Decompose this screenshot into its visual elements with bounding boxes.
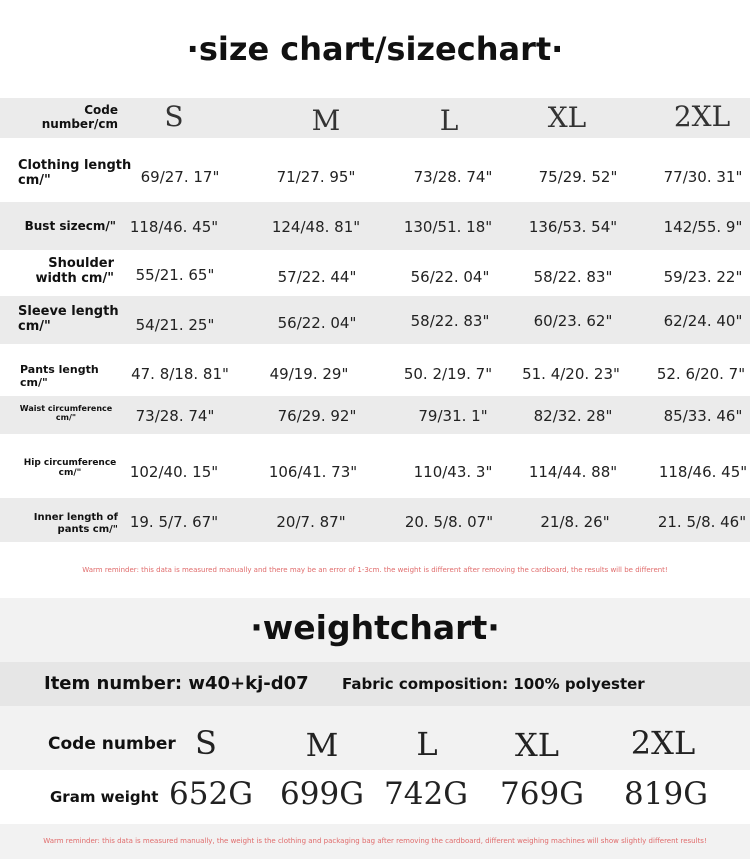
table-cell: 69/27. 17" — [140, 168, 220, 186]
row-label-bust: Bust sizecm/" — [24, 219, 116, 233]
weight-size-m: M — [305, 726, 339, 764]
gram-weight-row-label: Gram weight — [50, 788, 159, 806]
gram-weight-m: 699G — [280, 776, 364, 812]
code-number-row-label: Code number — [48, 734, 176, 754]
table-cell: 77/30. 31" — [663, 168, 743, 186]
table-cell: 73/28. 74" — [413, 168, 493, 186]
size-row-sleeve — [0, 296, 750, 344]
table-cell: 20. 5/8. 07" — [404, 513, 494, 531]
table-cell: 55/21. 65" — [135, 266, 215, 284]
size-row-inner-length — [0, 498, 750, 542]
row-label-sleeve: Sleeve length cm/" — [18, 304, 119, 334]
size-row-clothing-length — [0, 150, 750, 202]
fabric-composition: Fabric composition: 100% polyester — [342, 675, 645, 693]
item-number: Item number: w40+kj-d07 — [44, 673, 309, 694]
row-label-shoulder: Shoulder width cm/" — [35, 256, 114, 286]
weight-size-s: S — [195, 724, 217, 762]
table-cell: 58/22. 83" — [533, 268, 613, 286]
gram-weight-xl: 769G — [500, 776, 584, 812]
table-cell: 54/21. 25" — [135, 316, 215, 334]
table-cell: 130/51. 18" — [403, 218, 493, 236]
table-cell: 49/19. 29" — [269, 365, 349, 383]
item-info-row — [0, 662, 750, 706]
size-row-bust — [0, 202, 750, 250]
weight-size-l: L — [416, 725, 438, 763]
gram-weight-row — [0, 770, 750, 824]
table-cell: 19. 5/7. 67" — [129, 513, 219, 531]
table-cell: 102/40. 15" — [129, 463, 219, 481]
table-cell: 124/48. 81" — [271, 218, 361, 236]
table-cell: 60/23. 62" — [533, 312, 613, 330]
table-cell: 21/8. 26" — [540, 513, 610, 531]
table-cell: 59/23. 22" — [663, 268, 743, 286]
table-cell: 142/55. 9" — [663, 218, 743, 236]
table-cell: 62/24. 40" — [663, 312, 743, 330]
table-cell: 110/43. 3" — [413, 463, 493, 481]
table-cell: 50. 2/19. 7" — [403, 365, 493, 383]
gram-weight-l: 742G — [384, 776, 468, 812]
table-cell: 75/29. 52" — [538, 168, 618, 186]
weight-size-2xl: 2XL — [630, 724, 696, 762]
table-cell: 85/33. 46" — [663, 407, 743, 425]
table-cell: 47. 8/18. 81" — [131, 365, 229, 383]
table-cell: 82/32. 28" — [533, 407, 613, 425]
size-header-row — [0, 98, 750, 138]
table-cell: 79/31. 1" — [418, 407, 488, 425]
table-cell: 106/41. 73" — [268, 463, 358, 481]
size-header-2xl: 2XL — [673, 100, 731, 133]
row-label-hip: Hip circumference cm/" — [23, 458, 117, 479]
table-cell: 57/22. 44" — [277, 268, 357, 286]
gram-weight-2xl: 819G — [624, 776, 708, 812]
table-cell: 114/44. 88" — [528, 463, 618, 481]
size-chart-title: ·size chart/sizechart· — [186, 30, 564, 68]
table-cell: 52. 6/20. 7" — [656, 365, 746, 383]
weight-chart-title: ·weightchart· — [250, 608, 500, 647]
row-label-waist: Waist circumference cm/" — [19, 404, 113, 423]
size-header-l: L — [439, 104, 459, 137]
table-cell: 118/46. 45" — [658, 463, 748, 481]
size-warm-reminder: Warm reminder: this data is measured manually and there may be an error of 1-3cm. the weight is different after removing the cardboard, the results will be different! — [82, 566, 668, 574]
size-header-s: S — [164, 100, 184, 133]
table-cell: 21. 5/8. 46" — [657, 513, 747, 531]
table-cell: 73/28. 74" — [135, 407, 215, 425]
table-cell: 51. 4/20. 23" — [522, 365, 620, 383]
table-cell: 118/46. 45" — [129, 218, 219, 236]
table-cell: 71/27. 95" — [276, 168, 356, 186]
weight-warm-reminder: Warm reminder: this data is measured manually, the weight is the clothing and packaging bag after removing the cardboard, different weighing machines will show slightly different results! — [43, 837, 707, 845]
row-label-clothing-length: Clothing length cm/" — [18, 158, 132, 188]
code-number-label: Code number/cm — [41, 103, 118, 131]
size-header-m: M — [311, 104, 341, 137]
gram-weight-s: 652G — [169, 776, 253, 812]
code-number-row — [0, 716, 750, 770]
row-label-inner-length: Inner length of pants cm/" — [33, 512, 118, 535]
row-label-pants-length: Pants length cm/" — [20, 363, 99, 389]
table-cell: 76/29. 92" — [277, 407, 357, 425]
table-cell: 136/53. 54" — [528, 218, 618, 236]
table-cell: 20/7. 87" — [276, 513, 346, 531]
size-header-xl: XL — [547, 101, 587, 134]
size-row-waist — [0, 396, 750, 434]
table-cell: 56/22. 04" — [410, 268, 490, 286]
table-cell: 56/22. 04" — [277, 314, 357, 332]
table-cell: 58/22. 83" — [410, 312, 490, 330]
weight-size-xl: XL — [514, 726, 560, 764]
size-row-hip — [0, 434, 750, 498]
size-row-pants-length — [0, 344, 750, 396]
size-row-shoulder — [0, 250, 750, 296]
